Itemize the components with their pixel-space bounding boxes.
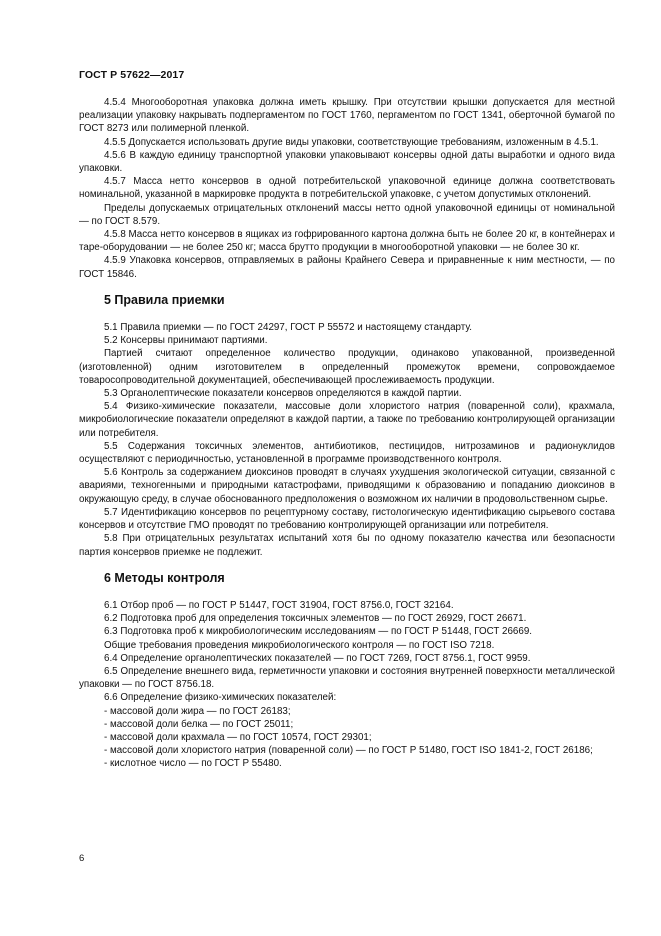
paragraph-6-4: 6.4 Определение органолептических показателей — по ГОСТ 7269, ГОСТ 8756.1, ГОСТ 9959. <box>104 652 531 664</box>
paragraph-5-4: 5.4 Физико-химические показатели, массовые доли хлористого натрия (поваренной соли), крахмала, микробиологические показатели определяют в каждой партии, а также по требованию контролирующей организации или потребителя. <box>79 401 615 439</box>
paragraph-6-3: 6.3 Подготовка проб к микробиологическим исследованиям — по ГОСТ Р 51448, ГОСТ 26669. <box>104 626 533 638</box>
paragraph-5-1: 5.1 Правила приемки — по ГОСТ 24297, ГОСТ Р 55572 и настоящему стандарту. <box>104 322 473 334</box>
paragraph-6-6: 6.6 Определение физико-химических показателей: <box>104 692 337 704</box>
paragraph-5-2: 5.2 Консервы принимают партиями. <box>104 335 268 347</box>
list-item-protein: - массовой доли белка — по ГОСТ 25011; <box>104 718 294 730</box>
page-body <box>79 96 615 771</box>
paragraph-6-1: 6.1 Отбор проб — по ГОСТ Р 51447, ГОСТ 31904, ГОСТ 8756.0, ГОСТ 32164. <box>104 599 454 611</box>
list-item-fat: - массовой доли жира — по ГОСТ 26183; <box>104 705 291 717</box>
document-header: ГОСТ Р 57622—2017 <box>79 69 185 81</box>
page-number: 6 <box>79 853 85 864</box>
paragraph-5-8: 5.8 При отрицательных результатах испытаний хотя бы по одному показателю качества или безопасности партия консервов приемке не подлежит. <box>79 533 615 558</box>
paragraph-tolerance: Пределы допускаемых отрицательных отклонений массы нетто одной упаковочной единицы от номинальной — по ГОСТ 8.579. <box>79 202 615 227</box>
list-item-salt: - массовой доли хлористого натрия (поваренной соли) — по ГОСТ Р 51480, ГОСТ ISO 1841-2, ГОСТ 26186; <box>104 745 593 757</box>
paragraph-batch-definition: Партией считают определенное количество продукции, одинаково упакованной, произведенной (изготовленной) одним изготовителем в определенный промежуток времени, сопровождаемое товаросопроводительной документацией, обеспечивающей прослеживаемость продукции. <box>79 348 615 386</box>
list-item-starch: - массовой доли крахмала — по ГОСТ 10574, ГОСТ 29301; <box>104 731 372 743</box>
paragraph-5-7: 5.7 Идентификацию консервов по рецептурному составу, гистологическую идентификацию сырьевого состава консервов и отсутствие ГМО проводят по требованию контролирующей организации или потребителя. <box>79 506 615 532</box>
paragraph-4-5-5: 4.5.5 Допускается использовать другие виды упаковки, соответствующие требованиям, изложенным в 4.5.1. <box>104 136 599 148</box>
section-5-heading: 5 Правила приемки <box>104 292 225 307</box>
paragraph-6-5: 6.5 Определение внешнего вида, герметичности упаковки и состояния внутренней поверхности металлической упаковки — по ГОСТ 8756.18. <box>79 665 615 691</box>
paragraph-4-5-7: 4.5.7 Масса нетто консервов в одной потребительской упаковочной единице должна соответствовать номинальной, указанной в маркировке продукта в потребительской упаковке, с учетом допустимых отклонений. <box>79 176 615 201</box>
paragraph-5-5: 5.5 Содержания токсичных элементов, антибиотиков, пестицидов, нитрозаминов и радионуклидов осуществляют с периодичностью, установленной в программе производственного контроля. <box>79 440 615 466</box>
paragraph-5-3: 5.3 Органолептические показатели консервов определяются в каждой партии. <box>104 388 462 400</box>
paragraph-6-2: 6.2 Подготовка проб для определения токсичных элементов — по ГОСТ 26929, ГОСТ 26671. <box>104 613 527 625</box>
paragraph-4-5-6: 4.5.6 В каждую единицу транспортной упаковки упаковывают консервы одной даты выработки и одного вида упаковки. <box>79 149 615 175</box>
list-item-acid-number: - кислотное число — по ГОСТ Р 55480. <box>104 758 282 770</box>
paragraph-micro-requirements: Общие требования проведения микробиологического контроля — по ГОСТ ISO 7218. <box>104 639 495 651</box>
paragraph-5-6: 5.6 Контроль за содержанием диоксинов проводят в случаях ухудшения экологической ситуации, связанной с авариями, техногенными и природными катастрофами, приводящими к образованию и попаданию диоксинов в окружающую среду, в случае обоснованного предположения о возможном их наличии в продовольственном сырье. <box>79 467 615 505</box>
paragraph-4-5-9: 4.5.9 Упаковка консервов, отправляемых в районы Крайнего Севера и приравненные к ним местности, — по ГОСТ 15846. <box>79 255 615 280</box>
paragraph-4-5-8: 4.5.8 Масса нетто консервов в ящиках из гофрированного картона должна быть не более 20 кг, в контейнерах и таре-оборудовании — не более 250 кг; масса брутто продукции в многооборотной упаковки — не более 30 кг. <box>79 229 615 254</box>
section-6-heading: 6 Методы контроля <box>104 570 225 585</box>
paragraph-4-5-4: 4.5.4 Многооборотная упаковка должна иметь крышку. При отсутствии крышки допускается для местной реализации упаковку накрывать подпергаментом по ГОСТ 1760, пергаментом по ГОСТ 1341, оберточной бумагой по ГОСТ 8273 или полимерной пленкой. <box>79 97 615 135</box>
